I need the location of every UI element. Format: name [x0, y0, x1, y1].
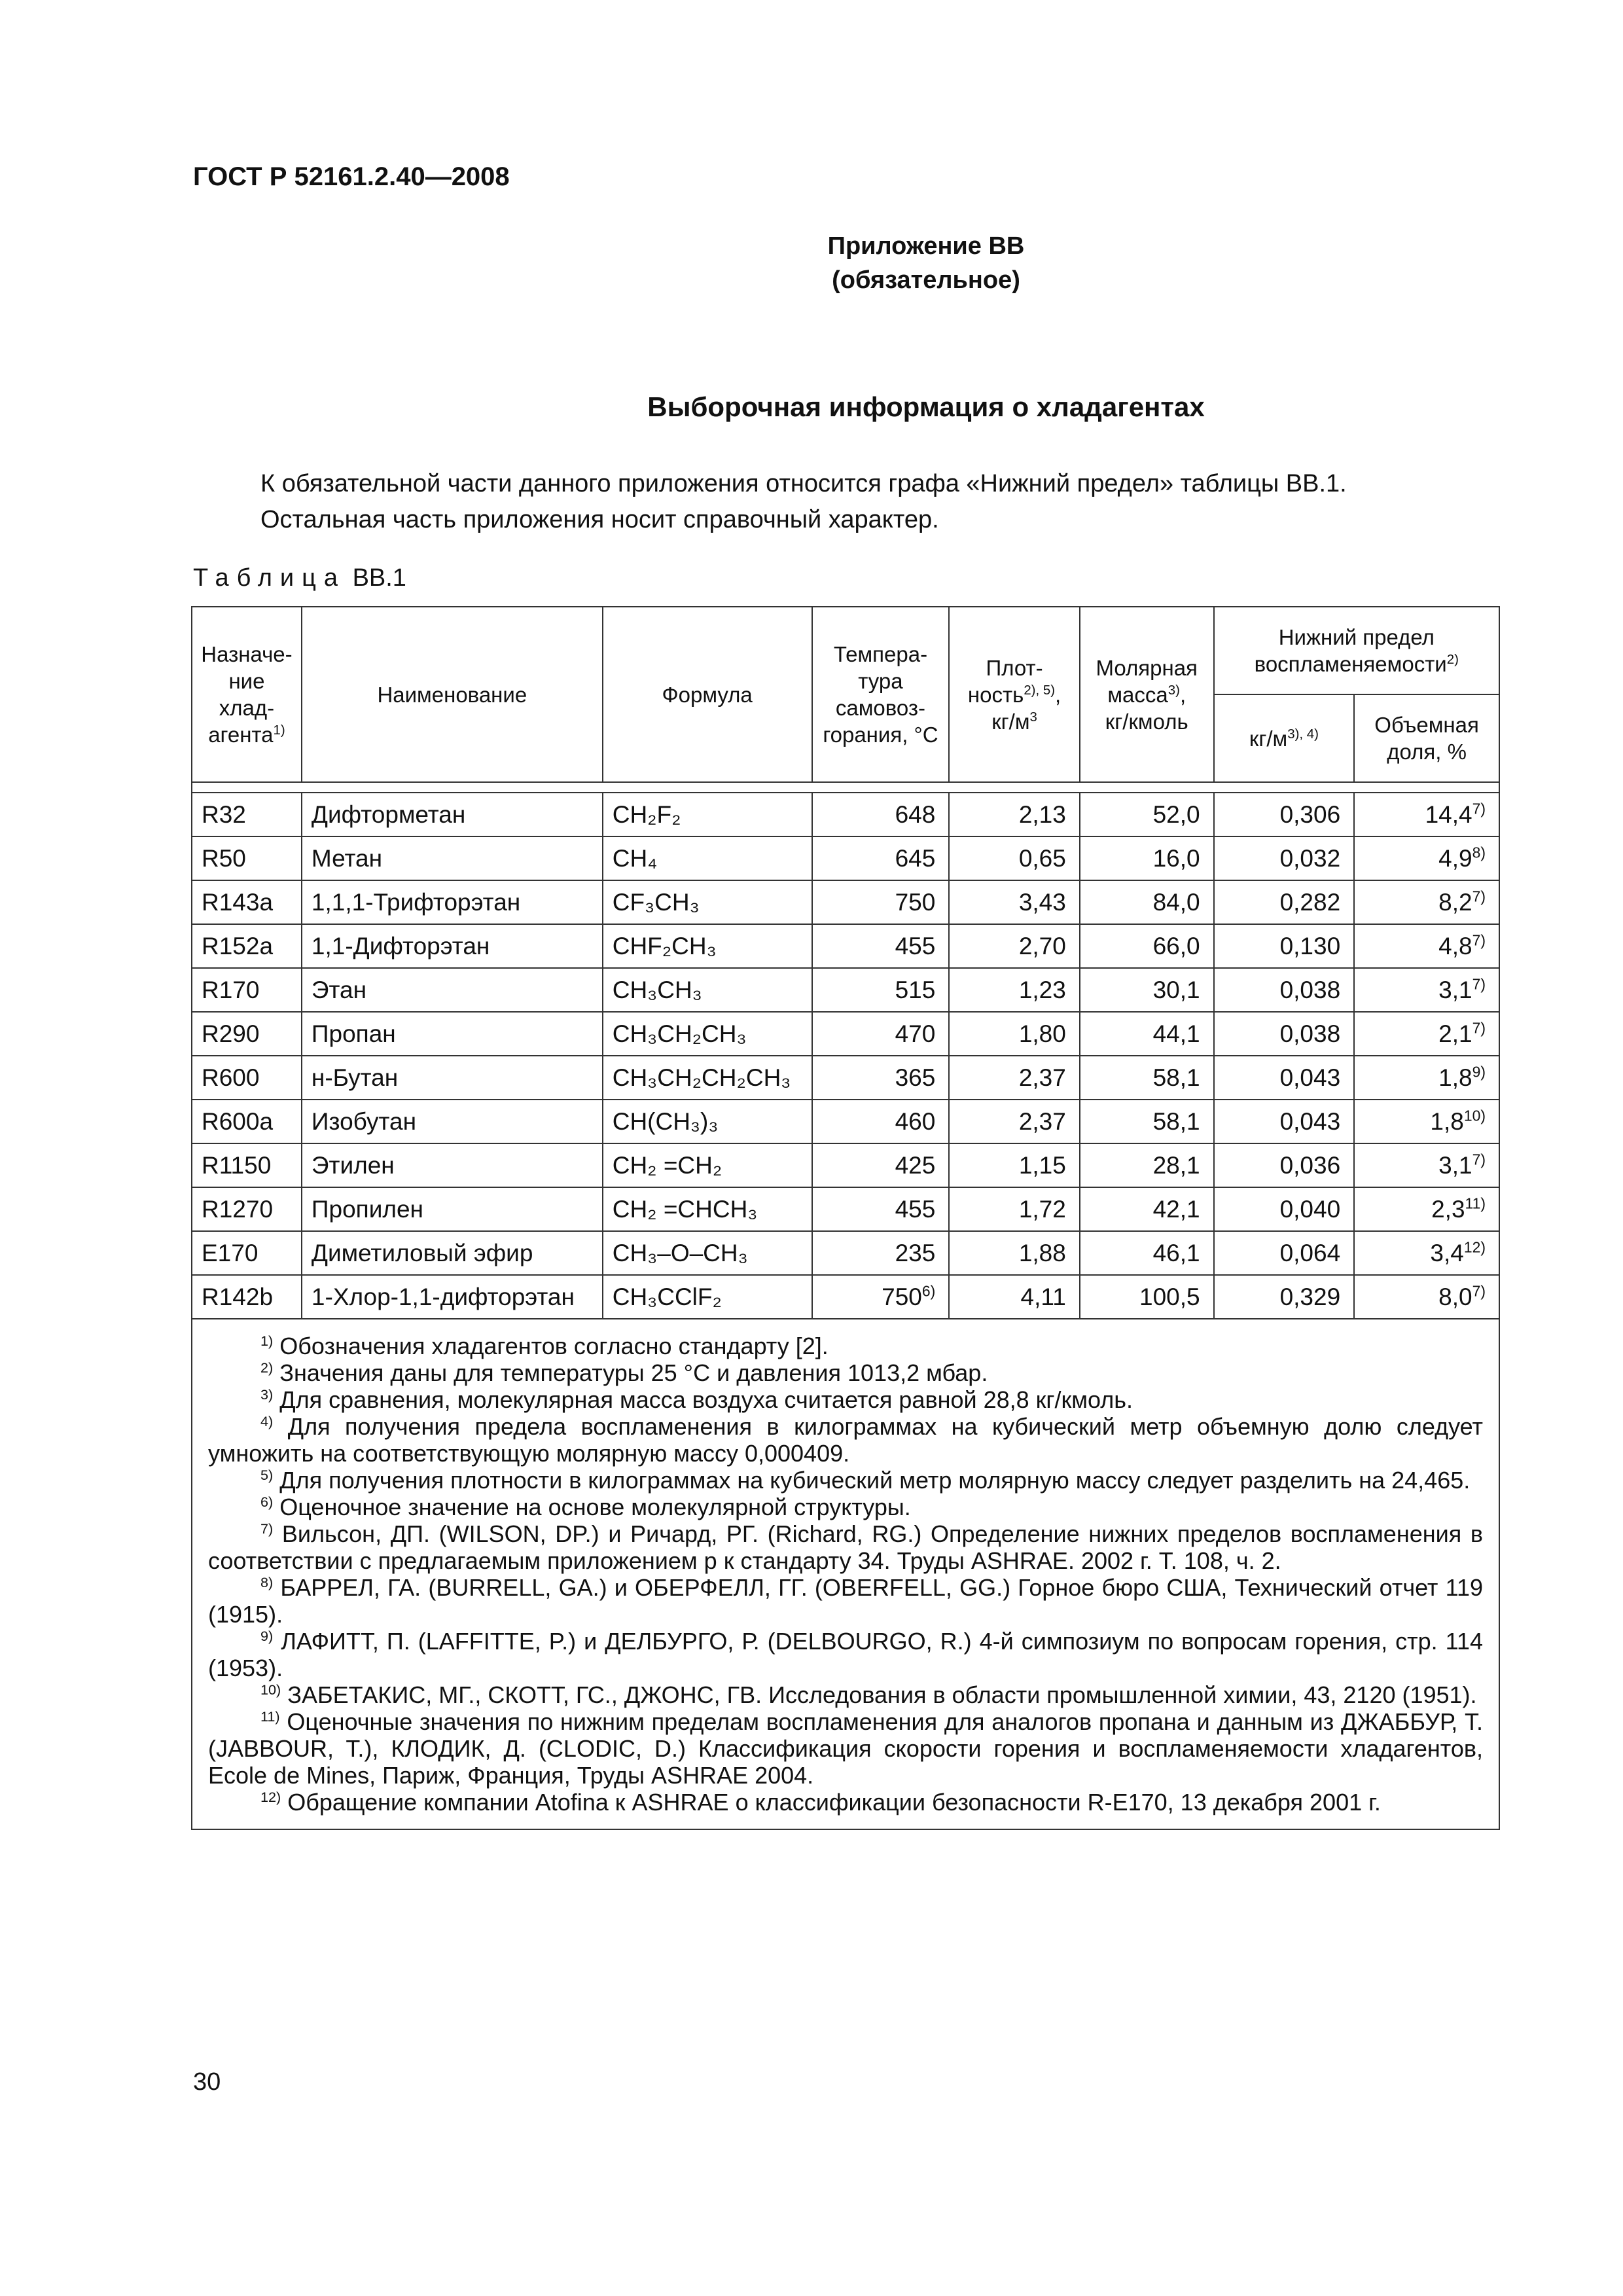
- table-row: [192, 836, 1499, 880]
- cell-density: 1,15: [949, 1143, 1080, 1187]
- cell-molar-mass: 46,1: [1080, 1231, 1214, 1275]
- cell-lfl-volume: 3,4$^{12)}$: [1354, 1231, 1499, 1275]
- cell-code: E170: [192, 1231, 302, 1275]
- header-lfl-kg: $кг/м^{3), 4)}$: [1214, 694, 1355, 782]
- cell-code: R142b: [192, 1275, 302, 1319]
- cell-code: R600: [192, 1056, 302, 1100]
- cell-formula: CH₂ =CH₂: [603, 1143, 812, 1187]
- footnote: $^{8)}$ БАРРЕЛ, ГА. (BURRELL, GA.) и ОБЕРФЕЛЛ, ГГ. (OBERFELL, GG.) Горное бюро США, Технический отчет 119 (1915).: [208, 1574, 1483, 1628]
- cell-lfl-volume: 14,4$^{7)}$: [1354, 793, 1499, 836]
- cell-ignition-temp: 460: [812, 1100, 950, 1143]
- cell-molar-mass: 42,1: [1080, 1187, 1214, 1231]
- cell-ignition-temp: 365: [812, 1056, 950, 1100]
- cell-molar-mass: 58,1: [1080, 1100, 1214, 1143]
- cell-lfl-volume: 1,8$^{10)}$: [1354, 1100, 1499, 1143]
- cell-density: 2,70: [949, 924, 1080, 968]
- cell-lfl-volume: 3,1$^{7)}$: [1354, 968, 1499, 1012]
- cell-formula: CH(CH₃)₃: [603, 1100, 812, 1143]
- cell-code: R50: [192, 836, 302, 880]
- cell-ignition-temp: 515: [812, 968, 950, 1012]
- cell-lfl-kg: 0,282: [1214, 880, 1355, 924]
- table-row: [192, 1100, 1499, 1143]
- footnote: $^{3)}$ Для сравнения, молекулярная масса воздуха считается равной 28,8 кг/кмоль.: [260, 1386, 1133, 1413]
- cell-name: 1,1,1-Трифторэтан: [302, 880, 603, 924]
- cell-ignition-temp: 455: [812, 1187, 950, 1231]
- cell-molar-mass: 28,1: [1080, 1143, 1214, 1187]
- header-lfl-volume: Объемная доля, %: [1354, 694, 1499, 782]
- cell-name: Пропан: [302, 1012, 603, 1056]
- cell-density: 1,72: [949, 1187, 1080, 1231]
- cell-ignition-temp: 750: [812, 880, 950, 924]
- cell-lfl-kg: 0,032: [1214, 836, 1355, 880]
- cell-code: R600a: [192, 1100, 302, 1143]
- cell-lfl-kg: 0,038: [1214, 1012, 1355, 1056]
- cell-ignition-temp: 235: [812, 1231, 950, 1275]
- cell-ignition-temp: 750$^{6)}$: [812, 1275, 950, 1319]
- cell-ignition-temp: 645: [812, 836, 950, 880]
- cell-name: Метан: [302, 836, 603, 880]
- table-row: [192, 924, 1499, 968]
- cell-name: Изобутан: [302, 1100, 603, 1143]
- cell-formula: CH₃–O–CH₃: [603, 1231, 812, 1275]
- cell-molar-mass: 100,5: [1080, 1275, 1214, 1319]
- table-footnotes: [192, 1319, 1499, 1829]
- cell-lfl-kg: 0,064: [1214, 1231, 1355, 1275]
- footnote: $^{7)}$ Вильсон, ДП. (WILSON, DP.) и Ричард, РГ. (Richard, RG.) Определение нижних пределов воспламенения в соответствии с предлагаемым приложением р к стандарту 34. Труды ASHRAE. 2002 г. Т. 108, ч. 2.: [208, 1520, 1483, 1574]
- table-caption: [193, 564, 406, 592]
- intro-line: Остальная часть приложения носит справочный характер.: [260, 506, 939, 533]
- cell-density: 2,37: [949, 1100, 1080, 1143]
- cell-lfl-volume: 1,8$^{9)}$: [1354, 1056, 1499, 1100]
- table-row: [192, 880, 1499, 924]
- cell-name: 1-Хлор-1,1-дифторэтан: [302, 1275, 603, 1319]
- intro-text: [260, 466, 1504, 538]
- cell-lfl-volume: 2,1$^{7)}$: [1354, 1012, 1499, 1056]
- cell-code: R170: [192, 968, 302, 1012]
- header-name: Наименование: [302, 607, 603, 782]
- page-number: 30: [193, 2068, 221, 2096]
- cell-lfl-volume: 4,8$^{7)}$: [1354, 924, 1499, 968]
- cell-formula: CH₂F₂: [603, 793, 812, 836]
- cell-density: 2,37: [949, 1056, 1080, 1100]
- footnote: $^{11)}$ Оценочные значения по нижним пределам воспламенения для аналогов пропана и данным из ДЖАББУР, Т. (JABBOUR, T.), КЛОДИК, Д. (CLODIC, D.) Классификация скорости горения и воспламеняемости хладагентов, Ecole de Mines, Париж, Франция, Труды ASHRAE 2004.: [208, 1708, 1483, 1789]
- table-row: [192, 1056, 1499, 1100]
- cell-lfl-kg: 0,038: [1214, 968, 1355, 1012]
- header-formula: Формула: [603, 607, 812, 782]
- cell-name: н-Бутан: [302, 1056, 603, 1100]
- cell-name: Этан: [302, 968, 603, 1012]
- cell-ignition-temp: 455: [812, 924, 950, 968]
- cell-density: 4,11: [949, 1275, 1080, 1319]
- cell-formula: CH₄: [603, 836, 812, 880]
- footnote: $^{9)}$ ЛАФИТТ, П. (LAFFITTE, P.) и ДЕЛБУРГО, Р. (DELBOURGO, R.) 4-й симпозиум по вопросам горения, стр. 114 (1953).: [208, 1628, 1483, 1681]
- cell-lfl-volume: 8,2$^{7)}$: [1354, 880, 1499, 924]
- cell-density: 2,13: [949, 793, 1080, 836]
- cell-lfl-kg: 0,040: [1214, 1187, 1355, 1231]
- cell-ignition-temp: 425: [812, 1143, 950, 1187]
- table-caption-number: ВВ.1: [352, 564, 406, 592]
- annex-title: Приложение ВВ: [827, 232, 1025, 260]
- header-designation: Назначе- ние хлад- агента$^{1)}$: [192, 607, 302, 782]
- cell-molar-mass: 30,1: [1080, 968, 1214, 1012]
- document-code: ГОСТ Р 52161.2.40—2008: [193, 162, 510, 191]
- table-caption-word: Таблица: [193, 564, 346, 592]
- cell-formula: CH₃CH₂CH₃: [603, 1012, 812, 1056]
- footnote: $^{5)}$ Для получения плотности в килограммах на кубический метр молярную массу следует разделить на 24,465.: [260, 1467, 1471, 1494]
- intro-line: К обязательной части данного приложения относится графа «Нижний предел» таблицы ВВ.1.: [260, 470, 1347, 497]
- table-row: [192, 1012, 1499, 1056]
- section-title: Выборочная информация о хладагентах: [647, 391, 1205, 422]
- cell-code: R1270: [192, 1187, 302, 1231]
- cell-ignition-temp: 470: [812, 1012, 950, 1056]
- footnote: $^{12)}$ Обращение компании Atofina к ASHRAE о классификации безопасности R-E170, 13 декабря 2001 г.: [260, 1789, 1381, 1816]
- cell-lfl-kg: 0,130: [1214, 924, 1355, 968]
- cell-name: 1,1-Дифторэтан: [302, 924, 603, 968]
- cell-density: 1,23: [949, 968, 1080, 1012]
- cell-formula: CF₃CH₃: [603, 880, 812, 924]
- header-lower-limit: Нижний предел воспламеняемости$^{2)}$: [1214, 607, 1499, 694]
- cell-density: 1,80: [949, 1012, 1080, 1056]
- cell-formula: CH₃CClF₂: [603, 1275, 812, 1319]
- refrigerant-table: [191, 606, 1500, 1830]
- cell-molar-mass: 66,0: [1080, 924, 1214, 968]
- footnote: $^{1)}$ Обозначения хладагентов согласно стандарту [2].: [260, 1333, 829, 1359]
- cell-molar-mass: 16,0: [1080, 836, 1214, 880]
- cell-density: 1,88: [949, 1231, 1080, 1275]
- cell-lfl-kg: 0,036: [1214, 1143, 1355, 1187]
- cell-lfl-volume: 3,1$^{7)}$: [1354, 1143, 1499, 1187]
- cell-lfl-kg: 0,043: [1214, 1056, 1355, 1100]
- cell-molar-mass: 58,1: [1080, 1056, 1214, 1100]
- cell-formula: CH₃CH₂CH₂CH₃: [603, 1056, 812, 1100]
- cell-formula: CH₃CH₃: [603, 968, 812, 1012]
- cell-code: R152a: [192, 924, 302, 968]
- cell-density: 0,65: [949, 836, 1080, 880]
- cell-density: 3,43: [949, 880, 1080, 924]
- cell-lfl-kg: 0,043: [1214, 1100, 1355, 1143]
- cell-lfl-volume: 4,9$^{8)}$: [1354, 836, 1499, 880]
- cell-code: R1150: [192, 1143, 302, 1187]
- header-ignition-temp: Темпера- тура самовоз- горания, °С: [812, 607, 950, 782]
- cell-code: R290: [192, 1012, 302, 1056]
- cell-molar-mass: 52,0: [1080, 793, 1214, 836]
- cell-code: R32: [192, 793, 302, 836]
- cell-lfl-volume: 8,0$^{7)}$: [1354, 1275, 1499, 1319]
- footnote: $^{10)}$ ЗАБЕТАКИС, МГ., СКОТТ, ГС., ДЖОНС, ГВ. Исследования в области промышленной химии, 43, 2120 (1951).: [260, 1681, 1477, 1708]
- footnote: $^{4)}$ Для получения предела воспламенения в килограммах на кубический метр объемную долю следует умножить на соответствующую молярную массу 0,000409.: [208, 1413, 1483, 1467]
- table-row: [192, 1275, 1499, 1319]
- cell-molar-mass: 44,1: [1080, 1012, 1214, 1056]
- header-molar-mass: Молярная масса$^{3)}$, кг/кмоль: [1080, 607, 1214, 782]
- cell-name: Диметиловый эфир: [302, 1231, 603, 1275]
- cell-name: Пропилен: [302, 1187, 603, 1231]
- table-row: [192, 1143, 1499, 1187]
- cell-formula: CH₂ =CHCH₃: [603, 1187, 812, 1231]
- table-row: [192, 1231, 1499, 1275]
- annex-heading: [0, 229, 1623, 297]
- annex-status: (обязательное): [832, 266, 1020, 294]
- cell-code: R143a: [192, 880, 302, 924]
- cell-name: Этилен: [302, 1143, 603, 1187]
- cell-lfl-kg: 0,329: [1214, 1275, 1355, 1319]
- header-density: Плот- ность$^{2), 5)}$, $кг/м^3$: [949, 607, 1080, 782]
- table-row: [192, 793, 1499, 836]
- footnote: $^{6)}$ Оценочное значение на основе молекулярной структуры.: [260, 1494, 911, 1520]
- table-row: [192, 968, 1499, 1012]
- cell-molar-mass: 84,0: [1080, 880, 1214, 924]
- cell-ignition-temp: 648: [812, 793, 950, 836]
- cell-name: Дифторметан: [302, 793, 603, 836]
- footnote: $^{2)}$ Значения даны для температуры 25 °С и давления 1013,2 мбар.: [260, 1359, 988, 1386]
- table-row: [192, 1187, 1499, 1231]
- cell-lfl-volume: 2,3$^{11)}$: [1354, 1187, 1499, 1231]
- cell-lfl-kg: 0,306: [1214, 793, 1355, 836]
- cell-formula: CHF₂CH₃: [603, 924, 812, 968]
